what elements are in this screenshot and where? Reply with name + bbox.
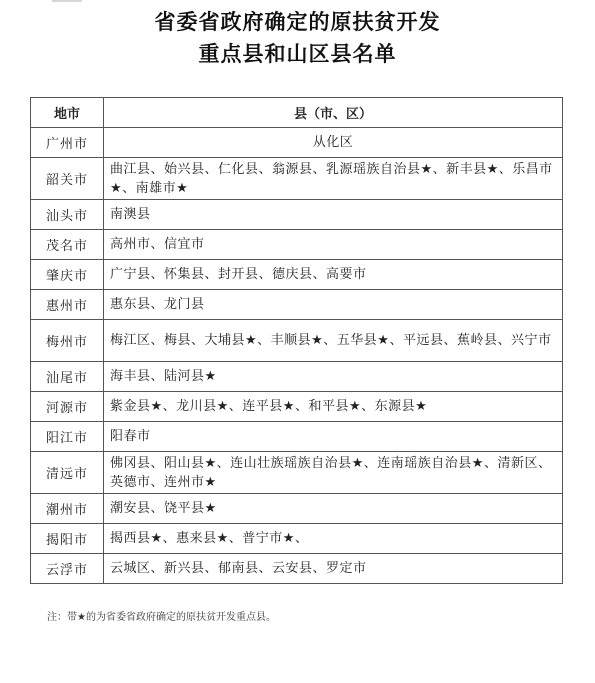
counties-cell: 惠东县、龙门县 (104, 290, 563, 320)
counties-cell: 从化区 (104, 128, 563, 158)
counties-cell: 海丰县、陆河县★ (104, 362, 563, 392)
counties-cell: 广宁县、怀集县、封开县、德庆县、高要市 (104, 260, 563, 290)
city-cell: 汕头市 (31, 200, 104, 230)
table-row (31, 200, 563, 230)
table-row (31, 362, 563, 392)
city-cell: 广州市 (31, 128, 104, 158)
counties-cell: 南澳县 (104, 200, 563, 230)
counties-cell: 佛冈县、阳山县★、连山壮族瑶族自治县★、连南瑶族自治县★、清新区、英德市、连州市★ (104, 452, 563, 494)
table-row (31, 422, 563, 452)
footnote: 注：带★的为省委省政府确定的原扶贫开发重点县。 (47, 612, 276, 623)
city-cell: 云浮市 (31, 554, 104, 584)
table-row (31, 494, 563, 524)
city-cell: 汕尾市 (31, 362, 104, 392)
table-row (31, 524, 563, 554)
table-row (31, 392, 563, 422)
table-row (31, 230, 563, 260)
header-city: 地市 (31, 98, 104, 128)
city-cell: 韶关市 (31, 158, 104, 200)
city-cell: 肇庆市 (31, 260, 104, 290)
counties-cell: 梅江区、梅县、大埔县★、丰顺县★、五华县★、平远县、蕉岭县、兴宁市 (104, 320, 563, 362)
city-cell: 揭阳市 (31, 524, 104, 554)
counties-cell: 阳春市 (104, 422, 563, 452)
city-cell: 梅州市 (31, 320, 104, 362)
table-row (31, 290, 563, 320)
table-header-row (31, 98, 563, 128)
document-title-line-1: 省委省政府确定的原扶贫开发 (154, 9, 441, 34)
table-row (31, 320, 563, 362)
county-list-table (30, 97, 563, 584)
table-row (31, 128, 563, 158)
counties-cell: 云城区、新兴县、郁南县、云安县、罗定市 (104, 554, 563, 584)
city-cell: 茂名市 (31, 230, 104, 260)
header-counties: 县（市、区） (104, 98, 563, 128)
city-cell: 阳江市 (31, 422, 104, 452)
counties-cell: 潮安县、饶平县★ (104, 494, 563, 524)
counties-cell: 高州市、信宜市 (104, 230, 563, 260)
table-row (31, 158, 563, 200)
city-cell: 惠州市 (31, 290, 104, 320)
table-row (31, 260, 563, 290)
document-title-line-2: 重点县和山区县名单 (198, 41, 397, 66)
city-cell: 潮州市 (31, 494, 104, 524)
table-row (31, 554, 563, 584)
table-row (31, 452, 563, 494)
city-cell: 清远市 (31, 452, 104, 494)
counties-cell: 曲江县、始兴县、仁化县、翁源县、乳源瑶族自治县★、新丰县★、乐昌市★、南雄市★ (104, 158, 563, 200)
scan-mark (52, 0, 82, 2)
counties-cell: 揭西县★、惠来县★、普宁市★、 (104, 524, 563, 554)
city-cell: 河源市 (31, 392, 104, 422)
counties-cell: 紫金县★、龙川县★、连平县★、和平县★、东源县★ (104, 392, 563, 422)
